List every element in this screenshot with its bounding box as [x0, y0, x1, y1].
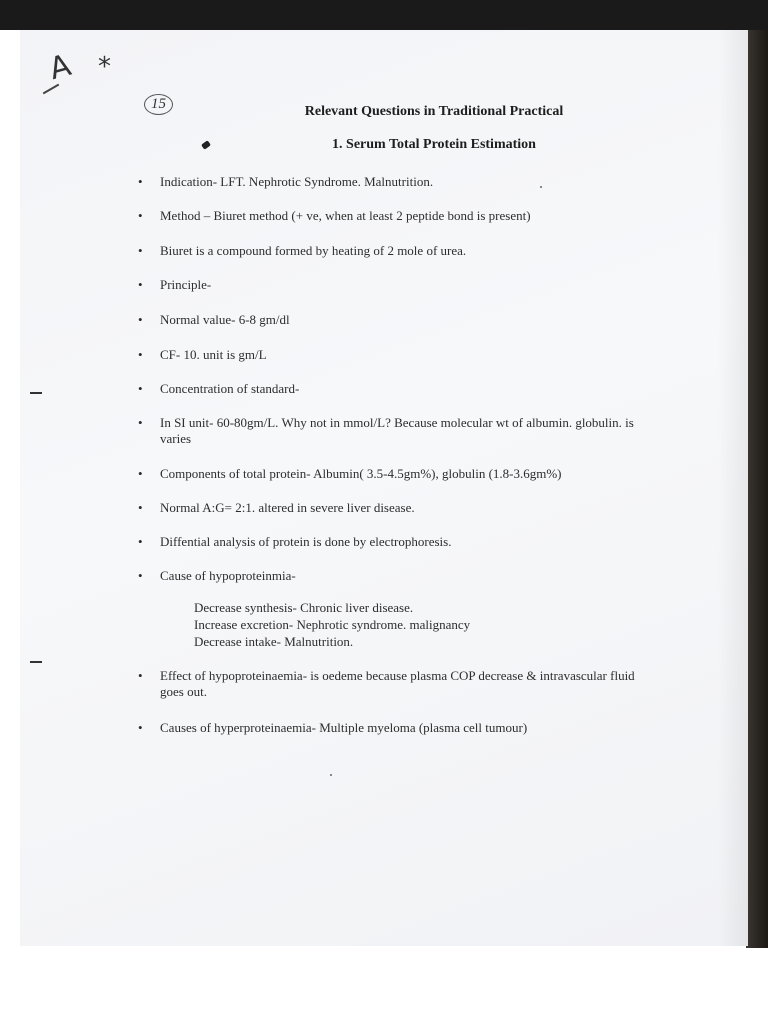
cause-line: Increase excretion- Nephrotic syndrome. malignancy: [194, 617, 471, 632]
list-item: [138, 243, 640, 259]
bullet-icon: •: [138, 415, 143, 430]
bullet-list: [20, 30, 748, 946]
list-item: [138, 277, 640, 293]
list-item-text: Effect of hypoproteinaemia- is oedeme because plasma COP decrease & intravascular fluid goes out.: [160, 668, 635, 699]
list-item: [138, 415, 640, 447]
photo-right-border: [746, 30, 768, 948]
bullet-icon: •: [138, 381, 143, 396]
list-item-text: Cause of hypoproteinmia-: [160, 568, 296, 583]
list-item-text: In SI unit- 60-80gm/L. Why not in mmol/L? Because molecular wt of albumin. globulin. is varies: [160, 415, 634, 446]
bullet-icon: •: [138, 668, 143, 683]
cause-line: Decrease synthesis- Chronic liver disease.: [194, 600, 414, 615]
list-item: [138, 720, 640, 736]
list-item-text: Concentration of standard-: [160, 381, 300, 396]
list-item-text: Indication- LFT. Nephrotic Syndrome. Malnutrition.: [160, 174, 434, 189]
bullet-icon: •: [138, 720, 143, 735]
bullet-icon: •: [138, 466, 143, 481]
list-item: [138, 500, 640, 516]
list-item: [138, 312, 640, 328]
paper-speck: [330, 774, 332, 776]
bullet-icon: •: [138, 312, 143, 327]
bullet-icon: •: [138, 174, 143, 189]
list-item-text: Diffential analysis of protein is done by electrophoresis.: [160, 534, 452, 549]
list-item: [138, 668, 640, 700]
list-item: [138, 208, 640, 224]
photo-top-border: [0, 0, 768, 30]
list-item-text: CF- 10. unit is gm/L: [160, 347, 267, 362]
list-item-text: Biuret is a compound formed by heating of 2 mole of urea.: [160, 243, 467, 258]
list-item-text: Normal value- 6-8 gm/dl: [160, 312, 290, 327]
paper-sheet: [20, 30, 748, 946]
handwritten-star-mark: *: [98, 52, 111, 82]
list-item: [138, 381, 640, 397]
cause-line: Decrease intake- Malnutrition.: [194, 634, 354, 649]
bullet-icon: •: [138, 347, 143, 362]
handwritten-page-number: 15: [144, 94, 173, 115]
list-item-text: Components of total protein- Albumin( 3.5-4.5gm%), globulin (1.8-3.6gm%): [160, 466, 562, 481]
photo-left-border: [0, 30, 20, 948]
bullet-icon: •: [138, 277, 143, 292]
bullet-icon: •: [138, 208, 143, 223]
handwritten-letter-mark: A: [45, 47, 75, 88]
list-item: [138, 534, 640, 550]
paper-speck: [540, 186, 542, 188]
bullet-icon: •: [138, 568, 143, 583]
list-item-text: Causes of hyperproteinaemia- Multiple myeloma (plasma cell tumour): [160, 720, 528, 735]
bullet-icon: •: [138, 243, 143, 258]
list-item: [138, 466, 640, 482]
list-item: [138, 174, 640, 190]
list-item-text: Method – Biuret method (+ ve, when at least 2 peptide bond is present): [160, 208, 531, 223]
bullet-icon: •: [138, 500, 143, 515]
list-item: [138, 347, 640, 363]
list-item-text: Normal A:G= 2:1. altered in severe liver disease.: [160, 500, 415, 515]
list-item-text: Principle-: [160, 277, 212, 292]
document-subtitle: 1. Serum Total Protein Estimation: [332, 137, 536, 152]
hypoproteinemia-causes-list: [194, 599, 594, 650]
list-item: [138, 568, 640, 584]
bullet-icon: •: [138, 534, 143, 549]
document-title: Relevant Questions in Traditional Practical: [304, 104, 564, 119]
